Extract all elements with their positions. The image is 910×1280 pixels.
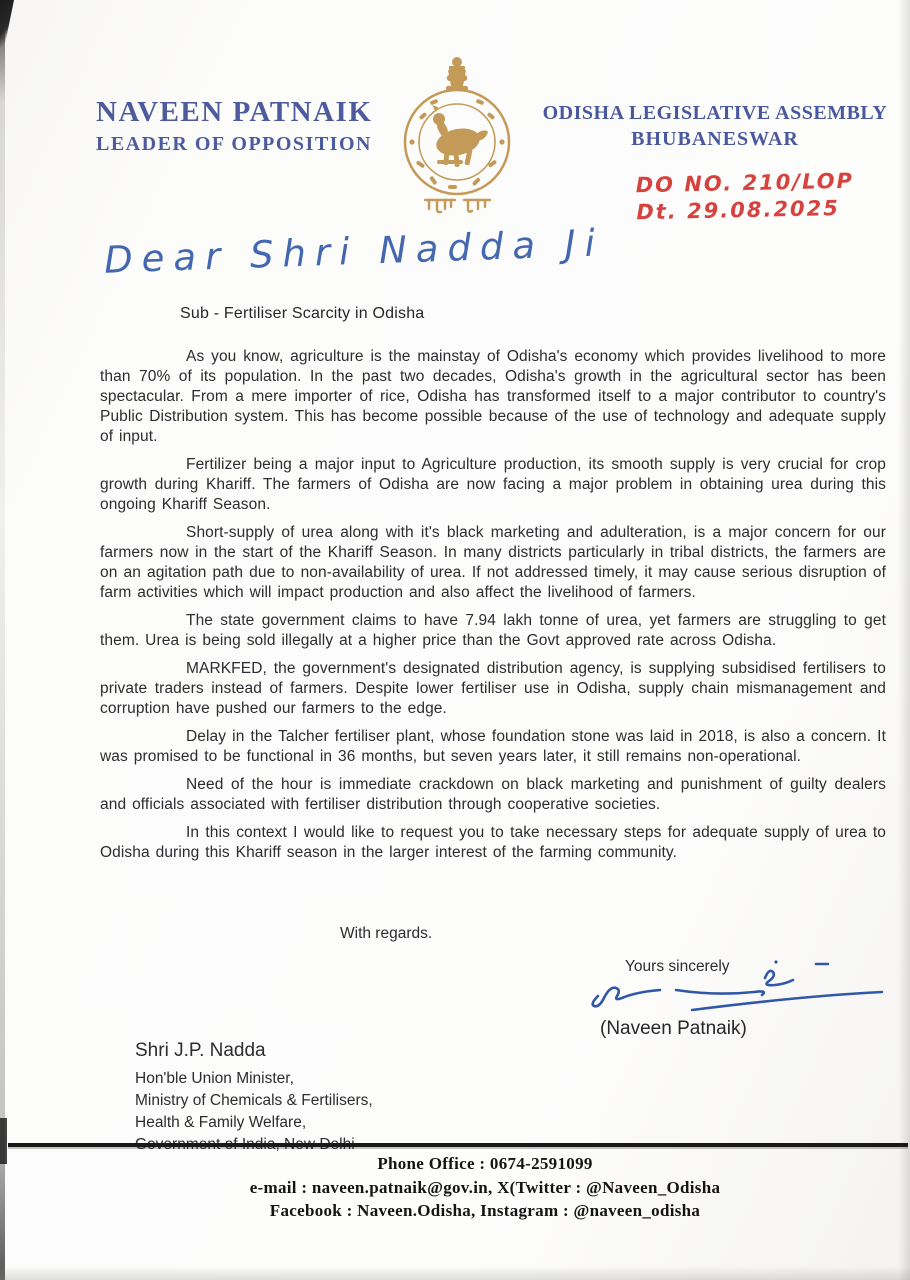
addressee-name: Shri J.P. Nadda: [135, 1040, 266, 1061]
reference-date: Dt. 29.08.2025: [636, 196, 841, 225]
organisation-name: ODISHA LEGISLATIVE ASSEMBLY: [542, 102, 888, 124]
paragraph: In this context I would like to request you to take necessary steps for adequate supply of urea to Odisha during this Khariff season in the larger interest of the farming community.: [100, 824, 886, 861]
organisation-city: BHUBANESWAR: [631, 128, 799, 150]
paragraph: MARKFED, the government's designated distribution agency, is supplying subsidised fertilisers to private traders instead of farmers. Despite lower fertiliser use in Odisha, supply chain mismanagement and corruption have pushed our farmers to the edge.: [100, 660, 886, 717]
addressee-line: Hon'ble Union Minister,: [135, 1070, 294, 1087]
letter-body: [100, 347, 886, 871]
scan-bottom-edge-shadow: [0, 1266, 910, 1280]
paragraph: Short-supply of urea along with it's black marketing and adulteration, is a major concern for our farmers now in the start of the Khariff Season. In many districts particularly in tribal districts, the farmers are on an agitation path due to non-availability of urea. If not addressed timely, it may cause serious disruption of farm activities which will impact production and also affect the livelihood of farmers.: [100, 524, 886, 601]
footer-contact-block: [55, 1152, 910, 1223]
closing-line: With regards.: [340, 925, 433, 942]
footer-facebook-instagram: Facebook : Naveen.Odisha, Instagram : @naveen_odisha: [269, 1201, 701, 1220]
paragraph: Fertilizer being a major input to Agriculture production, its smooth supply is very crucial for crop growth during Khariff. The farmers of Odisha are now facing a major problem in obtaining urea during this ongoing Khariff Season.: [100, 456, 886, 513]
motto-script-strokes: [425, 200, 490, 212]
addressee-line: Ministry of Chemicals & Fertilisers,: [135, 1092, 373, 1109]
subject-line: Sub - Fertiliser Scarcity in Odisha: [180, 305, 425, 322]
reference-number: DO NO. 210/LOP: [635, 168, 855, 198]
scan-topleft-artifact: [0, 0, 14, 48]
scan-left-edge-mark: [0, 1118, 7, 1164]
emblem-motto-text: [392, 217, 393, 218]
signoff-line: Yours sincerely: [625, 958, 730, 975]
sender-block: [96, 96, 373, 156]
handwritten-salutation: Dear Shri Nadda Ji: [103, 221, 605, 282]
handwritten-reference-note: [635, 168, 854, 227]
paragraph: Delay in the Talcher fertiliser plant, whose foundation stone was laid in 2018, is also a concern. It was promised to be functional in 36 months, but seven years later, it still remains non-operational.: [100, 728, 886, 765]
sender-title: LEADER OF OPPOSITION: [96, 133, 372, 155]
paragraph: As you know, agriculture is the mainstay of Odisha's economy which provides livelihood to more than 70% of its population. In the past two decades, Odisha's growth in the agricultural sector has been spectacular. From a mere importer of rice, Odisha has transformed itself to a major contributor to country's Public Distribution system. This has become possible because of the use of technology and adequate supply of input.: [100, 348, 886, 445]
odisha-state-emblem-icon: [392, 52, 522, 217]
sender-name: NAVEEN PATNAIK: [96, 96, 373, 128]
footer-phone: Phone Office : 0674-2591099: [377, 1154, 593, 1173]
footer-divider-rule: [8, 1143, 908, 1147]
addressee-block: [135, 1040, 373, 1156]
addressee-line: Health & Family Welfare,: [135, 1114, 307, 1131]
footer-email-twitter: e-mail : naveen.patnaik@gov.in, X(Twitter : @Naveen_Odisha: [249, 1177, 721, 1197]
handwritten-signature: [580, 948, 905, 1028]
scan-right-edge-shadow: [898, 0, 910, 1280]
signatory-name: (Naveen Patnaik): [600, 1018, 747, 1039]
ashoka-capital-icon: [446, 57, 468, 91]
paragraph: Need of the hour is immediate crackdown on black marketing and punishment of guilty dealers and officials associated with fertiliser distribution through cooperative societies.: [100, 776, 886, 813]
paragraph: The state government claims to have 7.94 lakh tonne of urea, yet farmers are struggling to get them. Urea is being sold illegally at a higher price than the Govt approved rate across Odisha.: [100, 612, 886, 649]
scan-left-edge-shadow: [0, 0, 5, 1280]
organisation-block: [540, 102, 890, 151]
konark-horse-icon: [432, 105, 488, 167]
